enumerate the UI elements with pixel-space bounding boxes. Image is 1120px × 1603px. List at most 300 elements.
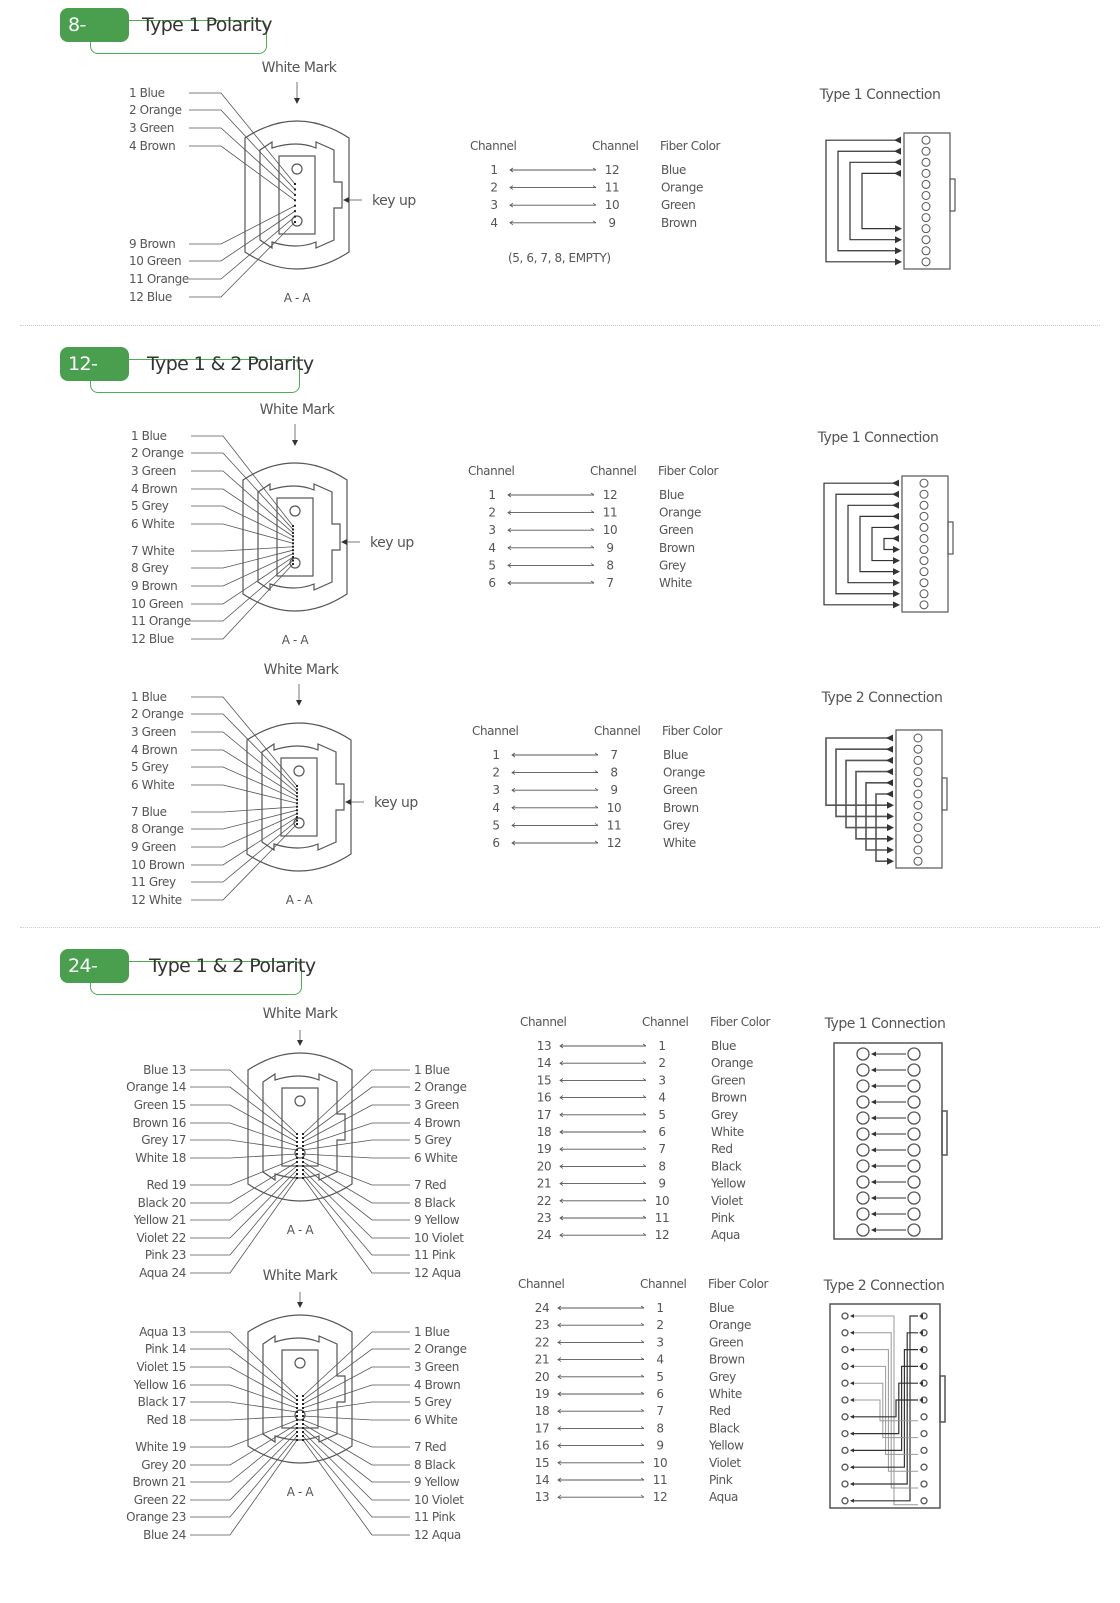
channel-a: 1 [490, 163, 498, 177]
channel-header: Channel [592, 139, 639, 153]
channel-b: 8 [610, 765, 618, 780]
channel-b: 11 [654, 1211, 670, 1225]
fiber-dot [302, 1137, 304, 1139]
fiber-label: 3 Green [131, 725, 176, 739]
fiber-port-left [857, 1128, 869, 1140]
fiber-color: Green [709, 1335, 744, 1350]
arrow-right-icon [887, 835, 894, 842]
white-mark-arrow-icon [297, 1302, 303, 1308]
connection-line-grey [851, 1350, 918, 1472]
channel-a: 18 [534, 1404, 550, 1419]
fiber-dot [302, 1427, 304, 1429]
fiber-color: Orange [659, 505, 701, 520]
fiber-port [914, 779, 922, 787]
fiber-dot [296, 816, 298, 818]
channel-a: 23 [536, 1211, 552, 1225]
channel-b: 10 [606, 800, 622, 815]
fiber-label: 9 Brown [131, 579, 178, 593]
channel-b: 10 [604, 198, 620, 213]
fiber-color: Blue [711, 1039, 736, 1053]
channel-a: 2 [490, 180, 498, 195]
arrow-right-icon [887, 847, 894, 854]
channel-b: 8 [656, 1421, 664, 1436]
arrow-left-icon [871, 1148, 876, 1153]
arrow-left-icon [871, 1132, 876, 1137]
fiber-port [922, 247, 930, 255]
connector-key [940, 1376, 945, 1422]
channel-b: 8 [658, 1159, 666, 1174]
arrow-left-icon [871, 1052, 876, 1057]
fiber-color: Brown [711, 1090, 747, 1105]
fiber-port-right [908, 1144, 920, 1156]
fiber-label-right: 2 Orange [414, 1080, 467, 1094]
fiber-dot [302, 1435, 304, 1437]
fiber-port [914, 812, 922, 820]
channel-b: 12 [652, 1490, 668, 1505]
channel-header: Channel [468, 464, 515, 478]
fiber-label-right: 4 Brown [414, 1116, 461, 1130]
arrow-left-icon [886, 735, 893, 742]
channel-header: Channel [642, 1015, 689, 1029]
fiber-dot [296, 1161, 298, 1163]
fiber-dot [294, 183, 296, 185]
fiber-color: White [711, 1125, 744, 1139]
fiber-color: White [663, 836, 696, 850]
channel-a: 23 [534, 1318, 550, 1333]
fiber-dot [296, 1149, 298, 1151]
fiber-color: Blue [659, 488, 684, 502]
fiber-color: White [709, 1387, 742, 1401]
connection-line-black [851, 1400, 918, 1417]
fiber-dot [302, 1431, 304, 1433]
fiber-color: Pink [711, 1211, 735, 1225]
guide-pin-hole [290, 558, 300, 568]
connection-line-grey [851, 1366, 918, 1454]
fiber-label-left: Black 17 [137, 1395, 186, 1409]
connector-housing [260, 142, 342, 248]
fiber-port [920, 512, 928, 520]
arrow-left-icon [886, 757, 893, 764]
arrow-left-icon [871, 1084, 876, 1089]
fiber-leader-line [190, 1424, 297, 1465]
fiber-label: 4 Brown [131, 743, 178, 757]
connector-key [948, 522, 953, 554]
fiber-label-right: 2 Orange [414, 1342, 467, 1356]
arrow-right-icon [893, 546, 900, 553]
fiber-port [922, 158, 930, 166]
connection-line-black [851, 1333, 918, 1484]
fiber-color: Grey [711, 1107, 738, 1122]
fiber-port-right [921, 1464, 927, 1470]
fiber-port-right [908, 1112, 920, 1124]
fiber-dot [296, 1431, 298, 1433]
arrow-left-icon [886, 768, 893, 775]
fiber-color: Red [709, 1404, 731, 1419]
channel-a: 21 [534, 1352, 550, 1367]
fiber-dot [294, 188, 296, 190]
fiber-port-left [857, 1192, 869, 1204]
arrow-left-icon [871, 1196, 876, 1201]
fiber-port-left [842, 1330, 848, 1336]
fiber-dot [302, 1153, 304, 1155]
connection-title: Type 2 Connection [823, 1278, 945, 1294]
connection-line-grey [851, 1383, 918, 1437]
channel-header: Channel [472, 724, 519, 738]
fiber-label: 3 Green [131, 464, 176, 478]
arrow-left-icon [850, 1432, 854, 1436]
fiber-label-right: 11 Pink [414, 1510, 456, 1524]
fiber-label: 2 Orange [131, 446, 184, 460]
white-mark-arrow-icon [297, 1040, 303, 1046]
connection-title: Type 1 Connection [819, 87, 941, 103]
key-up-arrow-icon [345, 799, 351, 805]
connector-housing [263, 1074, 345, 1180]
arrow-left-icon [850, 1415, 854, 1419]
fiber-leader-line [190, 1162, 297, 1203]
white-mark-arrow-icon [296, 700, 302, 706]
fiber-dot [292, 556, 294, 558]
fiber-port-left [842, 1498, 848, 1504]
channel-header: Channel [518, 1277, 565, 1291]
fiber-port [920, 501, 928, 509]
fiber-leader-line [190, 1440, 297, 1535]
guide-pin-hole [295, 1358, 305, 1368]
channel-header: Channel [470, 139, 517, 153]
fiber-dot [292, 560, 294, 562]
fiber-color: Pink [709, 1473, 733, 1487]
white-mark-arrow-icon [292, 440, 298, 446]
fiber-leader-line [191, 547, 293, 551]
fiber-label: 4 Brown [131, 482, 178, 496]
fiber-port-left [842, 1414, 848, 1420]
fiber-dot [296, 1423, 298, 1425]
fiber-port [920, 490, 928, 498]
arrow-left-icon [892, 491, 899, 498]
fiber-dot [296, 1169, 298, 1171]
diagram-24-fiber-type2 [0, 1262, 1120, 1542]
fiber-label-left: Red 19 [146, 1178, 186, 1192]
fiber-dot [294, 199, 296, 201]
channel-a: 2 [492, 765, 500, 780]
fiber-label-left: Aqua 24 [139, 1266, 186, 1280]
fiber-leader-line [303, 1416, 410, 1420]
channel-b: 9 [656, 1438, 664, 1453]
fiber-dot [292, 532, 294, 534]
connection-line-black [851, 1350, 918, 1468]
fiber-port [922, 136, 930, 144]
fiber-port-left [842, 1397, 848, 1403]
fiber-port [920, 546, 928, 554]
fiber-color: Aqua [709, 1490, 738, 1505]
channel-header: Channel [640, 1277, 687, 1291]
fiber-color: Brown [659, 540, 695, 555]
fiber-color-header: Fiber Color [710, 1015, 771, 1029]
fiber-label: 1 Blue [129, 86, 165, 100]
arrow-left-icon [850, 1314, 854, 1318]
fiber-port [914, 768, 922, 776]
fiber-label: 10 Brown [131, 858, 185, 872]
channel-a: 19 [536, 1142, 552, 1157]
arrow-left-icon [850, 1448, 854, 1452]
channel-b: 2 [658, 1056, 666, 1071]
fiber-color: Grey [663, 818, 690, 833]
fiber-dot [296, 788, 298, 790]
fiber-label-left: Yellow 16 [133, 1378, 186, 1392]
connection-loop-line [860, 516, 896, 571]
arrow-left-icon [894, 170, 901, 177]
fiber-port-right [921, 1431, 927, 1437]
fiber-port-left [857, 1208, 869, 1220]
key-up-label: key up [370, 535, 414, 551]
channel-b: 9 [658, 1176, 666, 1191]
fiber-port [914, 801, 922, 809]
arrow-left-icon [886, 791, 893, 798]
arrow-left-icon [850, 1381, 854, 1385]
connector-body [834, 1043, 942, 1239]
arrow-left-icon [850, 1482, 854, 1486]
fiber-label-right: 10 Violet [414, 1231, 464, 1245]
fiber-dot [302, 1407, 304, 1409]
fiber-leader-line [190, 1070, 297, 1134]
channel-b: 11 [602, 505, 618, 520]
fiber-dot [292, 542, 294, 544]
arrow-left-icon [871, 1100, 876, 1105]
fiber-label-left: Aqua 13 [139, 1325, 186, 1339]
fiber-dot [302, 1161, 304, 1163]
fiber-leader-line [190, 1140, 297, 1150]
diagram-8-fiber-type1 [0, 0, 1120, 320]
fiber-count-badge: 8-Fibers [60, 8, 129, 42]
fiber-port [914, 824, 922, 832]
fiber-dot [296, 1165, 298, 1167]
fiber-port [920, 601, 928, 609]
fiber-port [922, 258, 930, 266]
fiber-color: Green [661, 198, 696, 213]
channel-a: 18 [536, 1125, 552, 1139]
fiber-port [922, 191, 930, 199]
white-mark-label: White Mark [262, 1006, 338, 1022]
channel-b: 6 [658, 1125, 666, 1139]
fiber-label-left: Yellow 21 [133, 1213, 186, 1227]
fiber-dot [296, 1141, 298, 1143]
fiber-dot [296, 1133, 298, 1135]
fiber-label-left: Pink 23 [144, 1248, 186, 1262]
fiber-label-right: 7 Red [414, 1440, 447, 1454]
arrow-right-icon [895, 258, 902, 265]
arrow-left-icon [892, 535, 899, 542]
fiber-label-right: 12 Aqua [414, 1266, 461, 1280]
fiber-label: 9 Brown [129, 237, 176, 251]
fiber-label-right: 8 Black [414, 1196, 456, 1210]
arrow-right-icon [893, 568, 900, 575]
fiber-dot [292, 546, 294, 548]
channel-b: 12 [606, 836, 622, 850]
fiber-dot [302, 1415, 304, 1417]
arrow-right-icon [887, 858, 894, 865]
channel-a: 16 [534, 1438, 550, 1453]
fiber-port-left [842, 1347, 848, 1353]
channel-b: 10 [654, 1193, 670, 1208]
fiber-leader-line [191, 550, 293, 568]
connection-title: Type 2 Connection [821, 690, 943, 706]
fiber-port [920, 557, 928, 565]
fiber-label-left: Violet 15 [136, 1360, 186, 1374]
channel-b: 7 [656, 1404, 664, 1419]
arrow-left-icon [892, 502, 899, 509]
arrow-left-icon [894, 148, 901, 155]
fiber-label-left: Pink 14 [144, 1342, 186, 1356]
guide-pin-hole [295, 1096, 305, 1106]
channel-a: 14 [534, 1473, 550, 1487]
fiber-leader-line [303, 1162, 410, 1203]
fiber-label: 6 White [131, 517, 175, 531]
channel-b: 11 [652, 1473, 668, 1487]
fiber-port [922, 147, 930, 155]
fiber-dot [294, 216, 296, 218]
fiber-color: Orange [711, 1056, 753, 1071]
channel-b: 9 [610, 783, 618, 798]
polarity-title: Type 1 & 2 Polarity [149, 955, 316, 977]
fiber-label-left: Brown 21 [132, 1475, 186, 1489]
fiber-color: Green [711, 1073, 746, 1088]
fiber-dot [296, 813, 298, 815]
channel-a: 1 [488, 488, 496, 502]
fiber-dot [292, 535, 294, 537]
connection-title: Type 1 Connection [824, 1016, 946, 1032]
fiber-dot [302, 1157, 304, 1159]
fiber-dot [302, 1173, 304, 1175]
arrow-left-icon [871, 1164, 876, 1169]
fiber-port-left [857, 1064, 869, 1076]
fiber-label: 12 Blue [131, 632, 174, 646]
channel-b: 9 [608, 215, 616, 230]
channel-b: 3 [658, 1073, 666, 1088]
fiber-dot [296, 785, 298, 787]
white-mark-label: White Mark [259, 402, 335, 418]
channel-b: 1 [658, 1039, 666, 1053]
fiber-leader-line [303, 1154, 410, 1158]
fiber-label: 2 Orange [129, 103, 182, 117]
fiber-port-right [908, 1064, 920, 1076]
arrow-left-icon [894, 137, 901, 144]
fiber-dot [302, 1403, 304, 1405]
fiber-port-left [857, 1176, 869, 1188]
section-divider [20, 927, 1100, 928]
channel-a: 1 [492, 748, 500, 762]
fiber-label-left: Green 22 [133, 1493, 186, 1507]
connector-housing [263, 1336, 345, 1442]
fiber-leader-line [191, 506, 293, 540]
fiber-label: 4 Brown [129, 139, 176, 153]
fiber-dot [302, 1141, 304, 1143]
channel-a: 3 [490, 198, 498, 213]
fiber-port-right [908, 1160, 920, 1172]
channel-b: 11 [606, 818, 622, 833]
fiber-color: White [659, 576, 692, 590]
fiber-label: 3 Green [129, 121, 174, 135]
fiber-port [914, 745, 922, 753]
fiber-dot [302, 1169, 304, 1171]
fiber-leader-line [191, 561, 293, 621]
arrow-left-icon [850, 1331, 854, 1335]
fiber-port [922, 225, 930, 233]
fiber-port [914, 835, 922, 843]
fiber-count-badge: 12-Fibers [60, 347, 129, 381]
fiber-label-left: Grey 17 [141, 1133, 186, 1147]
arrow-left-icon [850, 1499, 854, 1503]
fiber-dot [296, 1427, 298, 1429]
fiber-port [922, 180, 930, 188]
fiber-leader-line [190, 1123, 297, 1146]
channel-a: 3 [492, 783, 500, 798]
fiber-port-right [921, 1447, 927, 1453]
fiber-dot [296, 820, 298, 822]
fiber-leader-line [303, 1140, 410, 1150]
fiber-leader-line [191, 554, 293, 586]
fiber-leader-line [191, 524, 293, 543]
channel-b: 12 [654, 1228, 670, 1243]
fiber-label-left: Blue 13 [143, 1063, 186, 1077]
fiber-label-left: Grey 20 [141, 1458, 186, 1472]
channel-a: 24 [536, 1228, 552, 1243]
fiber-dot [302, 1165, 304, 1167]
fiber-color: Orange [661, 180, 703, 195]
fiber-label: 7 Blue [131, 805, 167, 819]
fiber-label-right: 9 Yellow [414, 1475, 460, 1489]
fiber-dot [294, 205, 296, 207]
channel-b: 5 [656, 1369, 664, 1384]
section-view-label: A - A [281, 633, 309, 647]
fiber-dot [296, 1153, 298, 1155]
channel-a: 5 [488, 558, 496, 573]
channel-header: Channel [594, 724, 641, 738]
fiber-dot [302, 1423, 304, 1425]
arrow-left-icon [850, 1465, 854, 1469]
fiber-port-right [908, 1080, 920, 1092]
connection-line-black [851, 1383, 918, 1433]
key-up-arrow-icon [341, 539, 347, 545]
fiber-port-left [842, 1481, 848, 1487]
fiber-port [922, 203, 930, 211]
arrow-left-icon [871, 1180, 876, 1185]
arrow-right-icon [893, 579, 900, 586]
fiber-leader-line [190, 1154, 297, 1158]
fiber-label: 5 Grey [131, 499, 169, 513]
fiber-leader-line [191, 564, 293, 639]
fiber-leader-line [303, 1349, 410, 1400]
channel-a: 2 [488, 505, 496, 520]
white-mark-label: White Mark [262, 1268, 338, 1284]
arrow-right-icon [887, 824, 894, 831]
fiber-label-left: Green 15 [133, 1098, 186, 1112]
fiber-color: Black [709, 1421, 740, 1436]
arrow-left-icon [886, 746, 893, 753]
fiber-port-left [842, 1431, 848, 1437]
fiber-port [920, 568, 928, 576]
fiber-port-left [842, 1447, 848, 1453]
fiber-count-badge: 24-Fibers [60, 949, 129, 983]
channel-header: Channel [520, 1015, 567, 1029]
section-view-label: A - A [285, 893, 313, 907]
white-mark-label: White Mark [261, 60, 337, 76]
fiber-label: 10 Green [129, 254, 182, 268]
fiber-label: 12 White [131, 893, 182, 907]
fiber-port-right [921, 1414, 927, 1420]
fiber-port [920, 479, 928, 487]
fiber-label: 1 Blue [131, 690, 167, 704]
polarity-title: Type 1 & 2 Polarity [147, 353, 314, 375]
channel-b: 10 [652, 1455, 668, 1470]
